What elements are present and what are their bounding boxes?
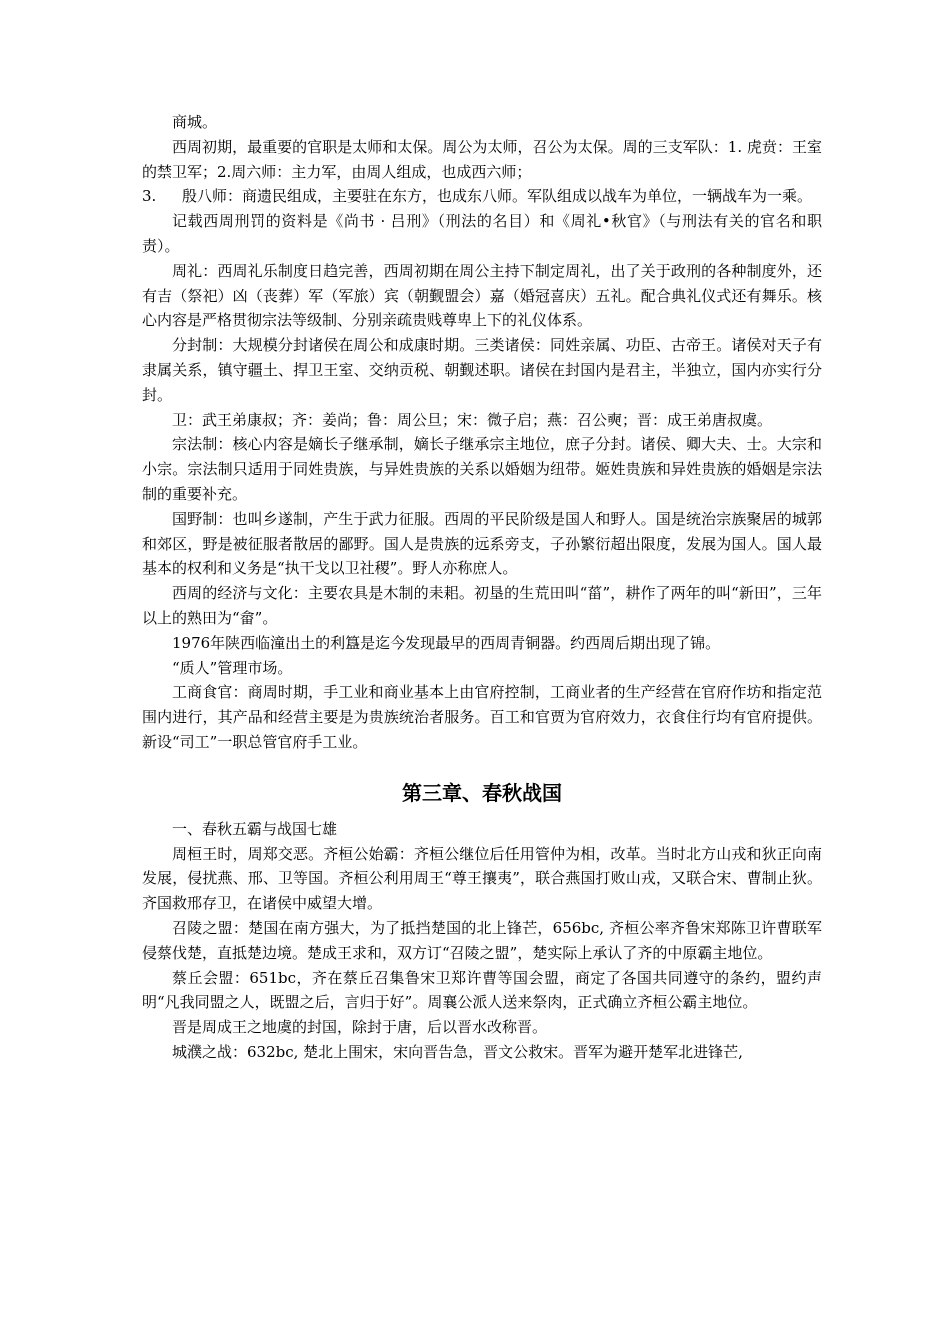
paragraph: 西周初期，最重要的官职是太师和太保。周公为太师，召公为太保。周的三支军队：1. 虎贲：王室的禁卫军；2.周六师：主力军，由周人组成，也成西六师； — [142, 137, 822, 181]
chapter-heading: 第三章、春秋战国 — [402, 780, 562, 805]
document-body — [142, 110, 822, 1065]
paragraph: 记载西周刑罚的资料是《尚书 · 吕刑》（刑法的名目）和《周礼•秋官》（与刑法有关的官名和职责）。 — [142, 212, 822, 255]
paragraph: 周礼：西周礼乐制度日趋完善，西周初期在周公主持下制定周礼，出了关于政刑的各种制度外，还有吉（祭祀）凶（丧葬）军（军旅）宾（朝觐盟会）嘉（婚冠喜庆）五礼。配合典礼仪式还有舞乐。核心内容是严格贯彻宗法等级制、分别亲疏贵贱尊卑上下的礼仪体系。 — [142, 261, 822, 330]
paragraph: 商城。 — [172, 113, 218, 131]
paragraph: “质人”管理市场。 — [172, 658, 293, 677]
section-heading: 一、春秋五霸与战国七雄 — [172, 819, 338, 838]
numbered-list-item — [142, 184, 822, 209]
paragraph: 晋是周成王之地虞的封国，除封于唐，后以晋水改称晋。 — [172, 1018, 548, 1037]
list-text: 殷八师：商遗民组成，主要驻在东方，也成东八师。军队组成以战车为单位，一辆战车为一乘。 — [182, 187, 813, 206]
paragraph: 1976年陕西临潼出土的利簋是迄今发现最早的西周青铜器。约西周后期出现了锦。 — [172, 633, 721, 652]
paragraph: 周桓王时，周郑交恶。齐桓公始霸：齐桓公继位后任用管仲为相，改革。当时北方山戎和狄正向南发展，侵扰燕、邢、卫等国。齐桓公利用周王“尊王攘夷”，联合燕国打败山戎，又联合宋、曹制止狄。齐国救邢存卫，在诸侯中威望大增。 — [142, 844, 822, 913]
paragraph: 卫：武王弟康叔；齐：姜尚；鲁：周公旦；宋：微子启；燕：召公奭；晋：成王弟唐叔虞。 — [172, 410, 773, 429]
list-number: 3. — [142, 187, 157, 206]
paragraph: 蔡丘会盟：651bc，齐在蔡丘召集鲁宋卫郑许曹等国会盟，商定了各国共同遵守的条约，盟约声明“凡我同盟之人，既盟之后，言归于好”。周襄公派人送来祭肉，正式确立齐桓公霸主地位。 — [142, 968, 822, 1012]
paragraph: 宗法制：核心内容是嫡长子继承制，嫡长子继承宗主地位，庶子分封。诸侯、卿大夫、士。大宗和小宗。宗法制只适用于同姓贵族，与异姓贵族的关系以婚姻为纽带。姬姓贵族和异姓贵族的婚姻是宗法制的重要补充。 — [142, 435, 822, 503]
paragraph: 召陵之盟：楚国在南方强大，为了抵挡楚国的北上锋芒，656bc, 齐桓公率齐鲁宋郑陈卫许曹联军侵蔡伐楚，直抵楚边境。楚成王求和，双方订“召陵之盟”，楚实际上承认了齐的中原霸主地位。 — [142, 918, 822, 962]
paragraph: 西周的经济与文化：主要农具是木制的耒耜。初垦的生荒田叫“菑”，耕作了两年的叫“新田”，三年以上的熟田为“畲”。 — [142, 584, 822, 627]
paragraph: 分封制：大规模分封诸侯在周公和成康时期。三类诸侯：同姓亲属、功臣、古帝王。诸侯对天子有隶属关系，镇守疆土、捍卫王室、交纳贡税、朝觐述职。诸侯在封国内是君主，半独立，国内亦实行分封。 — [142, 336, 822, 404]
paragraph: 城濮之战：632bc, 楚北上围宋，宋向晋告急，晋文公救宋。晋军为避开楚军北进锋芒, — [172, 1042, 743, 1061]
paragraph: 工商食官：商周时期，手工业和商业基本上由官府控制，工商业者的生产经营在官府作坊和指定范围内进行，其产品和经营主要是为贵族统治者服务。百工和官贾为官府效力，衣食住行均有官府提供。新设“司工”一职总管官府手工业。 — [142, 683, 822, 751]
paragraph: 国野制：也叫乡遂制，产生于武力征服。西周的平民阶级是国人和野人。国是统治宗族聚居的城郭和郊区，野是被征服者散居的鄙野。国人是贵族的远系旁支，子孙繁衍超出限度，发展为国人。国人最基本的权利和义务是“执干戈以卫社稷”。野人亦称庶人。 — [142, 509, 822, 578]
